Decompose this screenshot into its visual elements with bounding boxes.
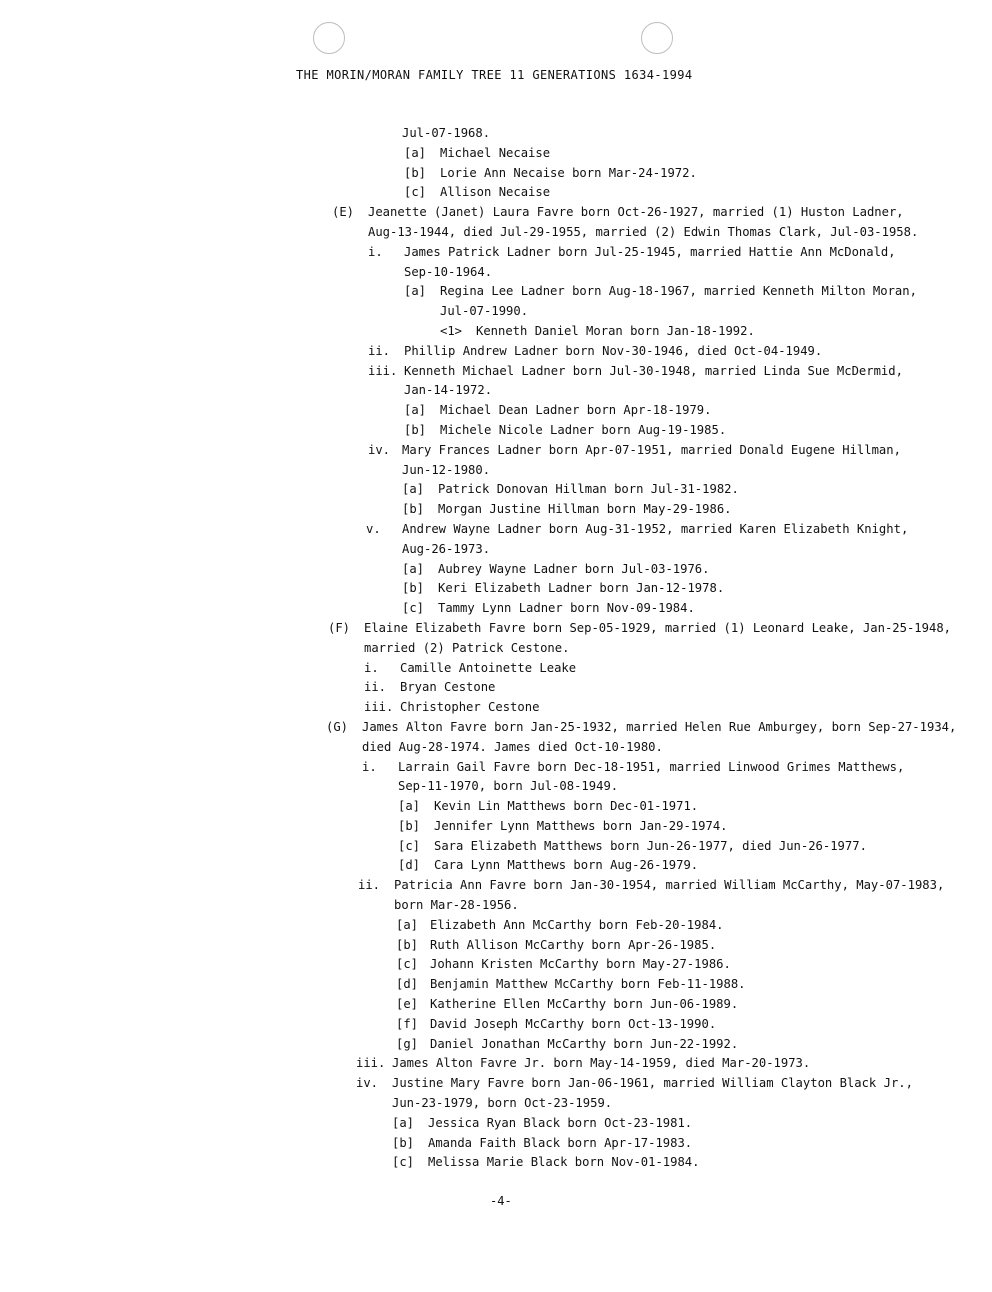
entry-text: Jul-07-1968. <box>402 126 491 140</box>
entry-text: Jessica Ryan Black born Oct-23-1981. <box>428 1115 693 1130</box>
entry-text: Aubrey Wayne Ladner born Jul-03-1976. <box>438 561 710 576</box>
genealogy-line <box>0 758 992 778</box>
entry-text: Phillip Andrew Ladner born Nov-30-1946, died Oct-04-1949. <box>404 343 823 358</box>
genealogy-line <box>0 144 992 164</box>
entry-label: i. <box>362 759 377 774</box>
entry-label: iv. <box>368 442 391 457</box>
entry-label: [b] <box>404 422 427 437</box>
genealogy-line <box>0 342 992 362</box>
entry-text: Allison Necaise <box>440 185 551 200</box>
genealogy-line <box>0 441 992 461</box>
entry-text: Johann Kristen McCarthy born May-27-1986. <box>430 957 731 972</box>
genealogy-line <box>0 1015 992 1035</box>
entry-text: Michael Necaise <box>440 145 551 160</box>
entry-label: [d] <box>398 858 421 873</box>
entry-text: Jun-23-1979, born Oct-23-1959. <box>392 1096 613 1111</box>
genealogy-line <box>0 797 992 817</box>
entry-text: Kevin Lin Matthews born Dec-01-1971. <box>434 799 699 814</box>
genealogy-line <box>0 955 992 975</box>
genealogy-line <box>0 362 992 382</box>
entry-label: [b] <box>392 1135 415 1150</box>
entry-text: Sara Elizabeth Matthews born Jun-26-1977, died Jun-26-1977. <box>434 838 867 853</box>
genealogy-line <box>0 777 992 797</box>
entry-label: iii. <box>356 1056 386 1071</box>
entry-text: Camille Antoinette Leake <box>400 660 577 675</box>
entry-label: ii. <box>364 680 387 695</box>
genealogy-line <box>0 718 992 738</box>
entry-text: Lorie Ann Necaise born Mar-24-1972. <box>440 165 697 180</box>
genealogy-line <box>0 1094 992 1114</box>
entry-text: James Alton Favre born Jan-25-1932, married Helen Rue Amburgey, born Sep-27-1934, <box>362 719 957 734</box>
genealogy-line <box>0 678 992 698</box>
genealogy-line <box>0 738 992 758</box>
entry-text: Aug-13-1944, died Jul-29-1955, married (2) Edwin Thomas Clark, Jul-03-1958. <box>368 224 919 239</box>
genealogy-line <box>0 1035 992 1055</box>
genealogy-line <box>0 421 992 441</box>
genealogy-line <box>0 164 992 184</box>
entry-label: [a] <box>404 403 427 418</box>
entry-label: i. <box>368 244 383 259</box>
genealogy-line <box>0 837 992 857</box>
genealogy-line <box>0 856 992 876</box>
entry-label: iii. <box>364 700 394 715</box>
genealogy-line <box>0 381 992 401</box>
punch-hole-right <box>641 22 673 54</box>
genealogy-line <box>0 817 992 837</box>
genealogy-line <box>0 995 992 1015</box>
entry-label: [a] <box>392 1115 415 1130</box>
entry-text: Morgan Justine Hillman born May-29-1986. <box>438 502 732 517</box>
entry-text: Jeanette (Janet) Laura Favre born Oct-26-1927, married (1) Huston Ladner, <box>368 205 904 220</box>
genealogy-line <box>0 302 992 322</box>
entry-text: Jan-14-1972. <box>404 383 493 398</box>
entry-label: [e] <box>396 997 419 1012</box>
genealogy-line <box>0 223 992 243</box>
entry-text: Aug-26-1973. <box>402 541 491 556</box>
entry-text: Larrain Gail Favre born Dec-18-1951, married Linwood Grimes Matthews, <box>398 759 905 774</box>
genealogy-line <box>0 1114 992 1134</box>
genealogy-line <box>0 500 992 520</box>
genealogy-line <box>0 916 992 936</box>
genealogy-line <box>0 1153 992 1173</box>
genealogy-line <box>0 599 992 619</box>
entry-label: v. <box>366 521 381 536</box>
genealogy-line <box>0 263 992 283</box>
genealogy-entries <box>0 124 992 1173</box>
entry-label: (F) <box>328 620 351 635</box>
entry-label: [c] <box>392 1155 415 1170</box>
entry-text: Mary Frances Ladner born Apr-07-1951, married Donald Eugene Hillman, <box>402 442 901 457</box>
entry-text: Jun-12-1980. <box>402 462 491 477</box>
entry-label: [b] <box>396 937 419 952</box>
entry-label: [a] <box>402 561 425 576</box>
genealogy-line <box>0 619 992 639</box>
entry-label: <1> <box>440 323 463 338</box>
entry-text: Patrick Donovan Hillman born Jul-31-1982. <box>438 482 739 497</box>
punch-hole-left <box>313 22 345 54</box>
entry-label: [a] <box>396 917 419 932</box>
entry-text: Benjamin Matthew McCarthy born Feb-11-1988. <box>430 977 746 992</box>
entry-text: Jul-07-1990. <box>440 304 529 319</box>
entry-label: [b] <box>402 502 425 517</box>
entry-label: (G) <box>326 719 349 734</box>
genealogy-line <box>0 282 992 302</box>
entry-text: Keri Elizabeth Ladner born Jan-12-1978. <box>438 581 725 596</box>
entry-text: Tammy Lynn Ladner born Nov-09-1984. <box>438 601 695 616</box>
genealogy-line <box>0 322 992 342</box>
entry-label: [c] <box>402 601 425 616</box>
genealogy-line <box>0 243 992 263</box>
entry-text: Melissa Marie Black born Nov-01-1984. <box>428 1155 700 1170</box>
entry-label: ii. <box>368 343 391 358</box>
entry-label: [a] <box>398 799 421 814</box>
genealogy-line <box>0 659 992 679</box>
entry-text: Kenneth Michael Ladner born Jul-30-1948, married Linda Sue McDermid, <box>404 363 903 378</box>
entry-text: Jennifer Lynn Matthews born Jan-29-1974. <box>434 818 728 833</box>
entry-label: (E) <box>332 205 355 220</box>
entry-label: iii. <box>368 363 398 378</box>
entry-text: died Aug-28-1974. James died Oct-10-1980. <box>362 739 663 754</box>
entry-label: [a] <box>404 284 427 299</box>
entry-text: Sep-10-1964. <box>404 264 493 279</box>
entry-text: Andrew Wayne Ladner born Aug-31-1952, married Karen Elizabeth Knight, <box>402 521 909 536</box>
genealogy-line <box>0 560 992 580</box>
entry-text: Regina Lee Ladner born Aug-18-1967, married Kenneth Milton Moran, <box>440 284 917 299</box>
entry-label: [b] <box>398 818 421 833</box>
entry-text: Ruth Allison McCarthy born Apr-26-1985. <box>430 937 717 952</box>
entry-text: David Joseph McCarthy born Oct-13-1990. <box>430 1016 717 1031</box>
entry-label: [a] <box>404 145 427 160</box>
entry-text: Katherine Ellen McCarthy born Jun-06-1989. <box>430 997 739 1012</box>
entry-label: [b] <box>402 581 425 596</box>
genealogy-line <box>0 540 992 560</box>
genealogy-line <box>0 579 992 599</box>
genealogy-line <box>0 896 992 916</box>
genealogy-line <box>0 461 992 481</box>
genealogy-line <box>0 1074 992 1094</box>
genealogy-line <box>0 1054 992 1074</box>
entry-label: [a] <box>402 482 425 497</box>
genealogy-line <box>0 520 992 540</box>
entry-label: [g] <box>396 1036 419 1051</box>
entry-label: ii. <box>358 878 381 893</box>
entry-text: Kenneth Daniel Moran born Jan-18-1992. <box>476 323 755 338</box>
entry-text: Bryan Cestone <box>400 680 496 695</box>
genealogy-line <box>0 936 992 956</box>
entry-text: Amanda Faith Black born Apr-17-1983. <box>428 1135 693 1150</box>
page-header: THE MORIN/MORAN FAMILY TREE 11 GENERATIONS 1634-1994 <box>296 68 693 82</box>
entry-label: [c] <box>396 957 419 972</box>
genealogy-line <box>0 480 992 500</box>
entry-text: married (2) Patrick Cestone. <box>364 640 570 655</box>
entry-text: James Alton Favre Jr. born May-14-1959, died Mar-20-1973. <box>392 1056 811 1071</box>
entry-text: Daniel Jonathan McCarthy born Jun-22-1992. <box>430 1036 739 1051</box>
entry-label: i. <box>364 660 379 675</box>
genealogy-line <box>0 1134 992 1154</box>
entry-label: [c] <box>398 838 421 853</box>
entry-label: [b] <box>404 165 427 180</box>
entry-text: Elaine Elizabeth Favre born Sep-05-1929, married (1) Leonard Leake, Jan-25-1948, <box>364 620 951 635</box>
entry-text: Michael Dean Ladner born Apr-18-1979. <box>440 403 712 418</box>
genealogy-line <box>0 124 992 144</box>
genealogy-line <box>0 876 992 896</box>
genealogy-line <box>0 698 992 718</box>
genealogy-line <box>0 975 992 995</box>
entry-text: Elizabeth Ann McCarthy born Feb-20-1984. <box>430 917 724 932</box>
entry-label: [f] <box>396 1016 419 1031</box>
genealogy-line <box>0 203 992 223</box>
entry-text: born Mar-28-1956. <box>394 898 519 913</box>
entry-text: Michele Nicole Ladner born Aug-19-1985. <box>440 422 727 437</box>
genealogy-line <box>0 401 992 421</box>
entry-label: [c] <box>404 185 427 200</box>
entry-text: Patricia Ann Favre born Jan-30-1954, married William McCarthy, May-07-1983, <box>394 878 945 893</box>
entry-text: James Patrick Ladner born Jul-25-1945, married Hattie Ann McDonald, <box>404 244 896 259</box>
genealogy-line <box>0 639 992 659</box>
entry-text: Justine Mary Favre born Jan-06-1961, married William Clayton Black Jr., <box>392 1076 913 1091</box>
page-number: -4- <box>490 1194 512 1208</box>
entry-label: [d] <box>396 977 419 992</box>
entry-text: Cara Lynn Matthews born Aug-26-1979. <box>434 858 699 873</box>
entry-text: Sep-11-1970, born Jul-08-1949. <box>398 779 619 794</box>
entry-text: Christopher Cestone <box>400 700 540 715</box>
genealogy-line <box>0 183 992 203</box>
entry-label: iv. <box>356 1076 379 1091</box>
